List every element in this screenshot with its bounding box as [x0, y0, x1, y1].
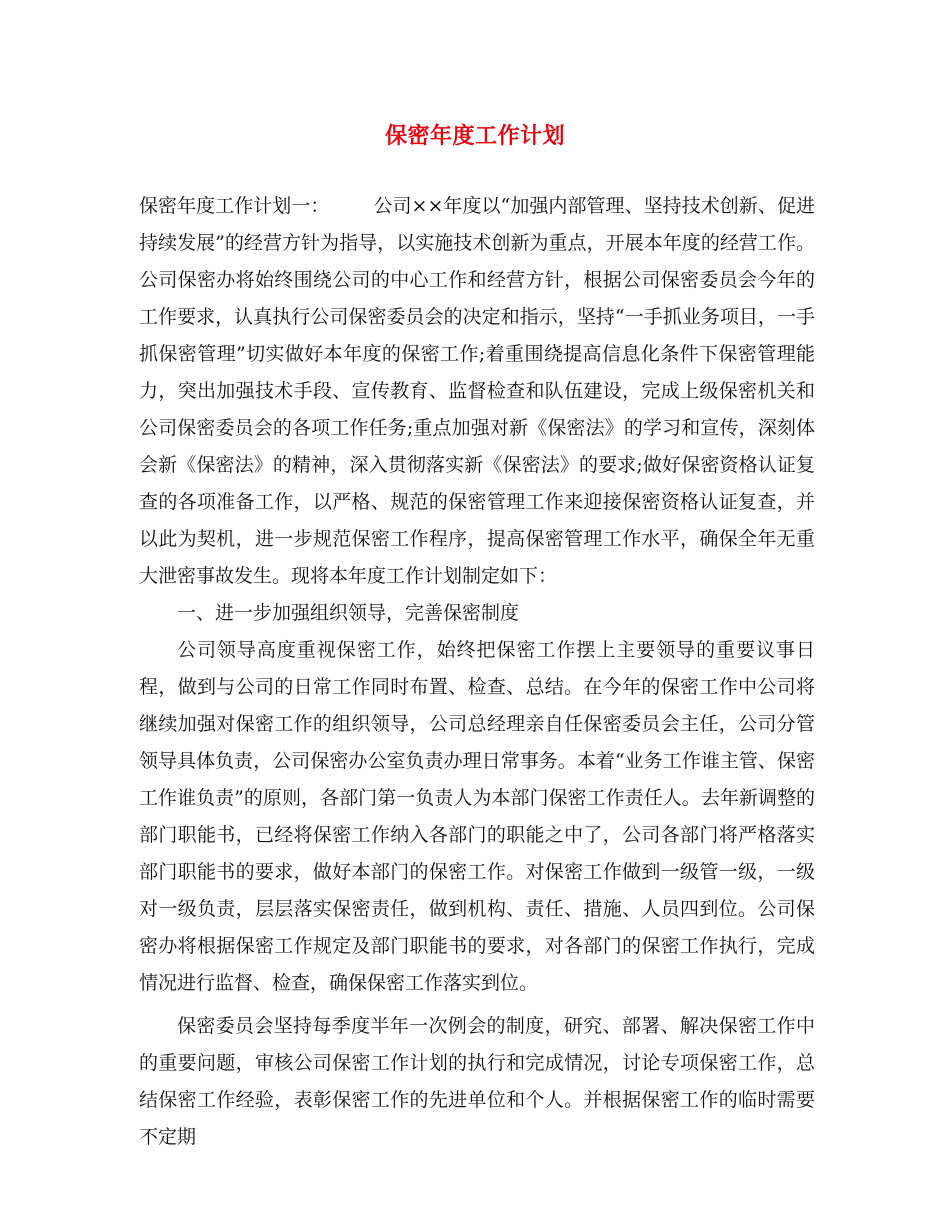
paragraph-intro: [139, 188, 815, 595]
paragraph: 保密委员会坚持每季度半年一次例会的制度，研究、部署、解决保密工作中的重要问题，审核公司保密工作计划的执行和完成情况，讨论专项保密工作，总结保密工作经验，表彰保密工作的先进单位和个人。并根据保密工作的临时需要不定期: [139, 1015, 815, 1148]
section-heading: 一、进一步加强组织领导，完善保密制度: [177, 602, 520, 624]
intro-lead: 保密年度工作计划一：: [139, 195, 330, 217]
document-title: 保密年度工作计划: [384, 123, 565, 149]
paragraph: 公司领导高度重视保密工作，始终把保密工作摆上主要领导的重要议事日程，做到与公司的日常工作同时布置、检查、总结。在今年的保密工作中公司将继续加强对保密工作的组织领导，公司总经理亲自任保密委员会主任，公司分管领导具体负责，公司保密办公室负责办理日常事务。本着“业务工作谁主管、保密工作谁负责”的原则，各部门第一负责人为本部门保密工作责任人。去年新调整的部门职能书，已经将保密工作纳入各部门的职能之中了，公司各部门将严格落实部门职能书的要求，做好本部门的保密工作。对保密工作做到一级管一级，一级对一级负责，层层落实保密责任，做到机构、责任、措施、人员四到位。公司保密办将根据保密工作规定及部门职能书的要求，对各部门的保密工作执行，完成情况进行监督、检查，确保保密工作落实到位。: [139, 639, 815, 994]
paragraph-text: 公司××年度以“加强内部管理、坚持技术创新、促进持续发展”的经营方针为指导，以实施技术创新为重点，开展本年度的经营工作。公司保密办将始终围绕公司的中心工作和经营方针，根据公司保密委员会今年的工作要求，认真执行公司保密委员会的决定和指示，坚持“一手抓业务项目，一手抓保密管理”切实做好本年度的保密工作;着重围绕提高信息化条件下保密管理能力，突出加强技术手段、宣传教育、监督检查和队伍建设，完成上级保密机关和公司保密委员会的各项工作任务;重点加强对新《保密法》的学习和宣传，深刻体会新《保密法》的精神，深入贯彻落实新《保密法》的要求;做好保密资格认证复查的各项准备工作，以严格、规范的保密管理工作来迎接保密资格认证复查，并以此为契机，进一步规范保密工作程序，提高保密管理工作水平，确保全年无重大泄密事故发生。现将本年度工作计划制定如下：: [139, 195, 815, 587]
document-body: [139, 188, 815, 1156]
